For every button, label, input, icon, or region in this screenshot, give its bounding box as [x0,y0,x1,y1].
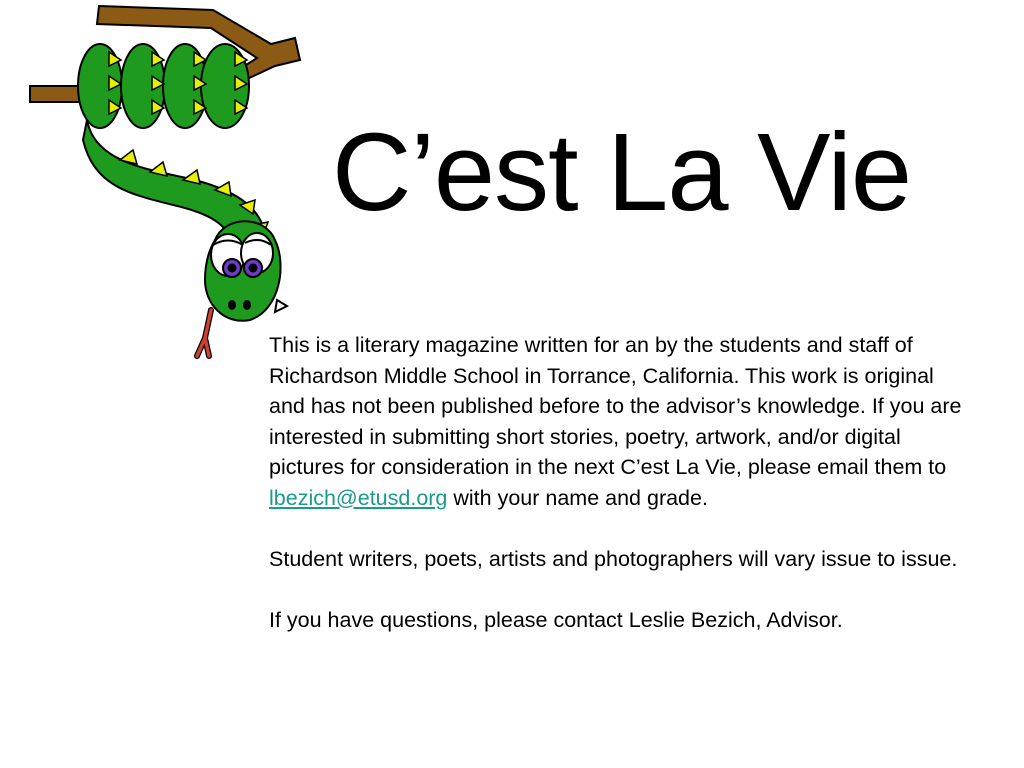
intro-paragraph [269,330,969,513]
snake-head [205,221,287,321]
snake-body [78,44,267,250]
contact-paragraph: If you have questions, please contact Leslie Bezich, Advisor. [269,607,843,632]
intro-text: This is a literary magazine written for an by the students and staff of Richardson Middle School in Torrance, California. This work is original and has not been published before to the advisor’s knowledge. If you are interested in submitting short stories, poetry, artwork, and/or digital pictures for consideration in the next C’est La Vie, please email them to [269,333,962,479]
slide-body [269,330,969,635]
contributors-paragraph: Student writers, poets, artists and photographers will vary issue to issue. [269,546,958,571]
spacer [269,513,969,544]
snake-on-branch-icon [25,0,310,365]
intro-text-end: with your name and grade. [447,485,708,510]
spacer [269,574,969,605]
email-link[interactable]: lbezich@etusd.org [269,485,448,510]
slide-title: C’est La Vie [332,111,912,234]
